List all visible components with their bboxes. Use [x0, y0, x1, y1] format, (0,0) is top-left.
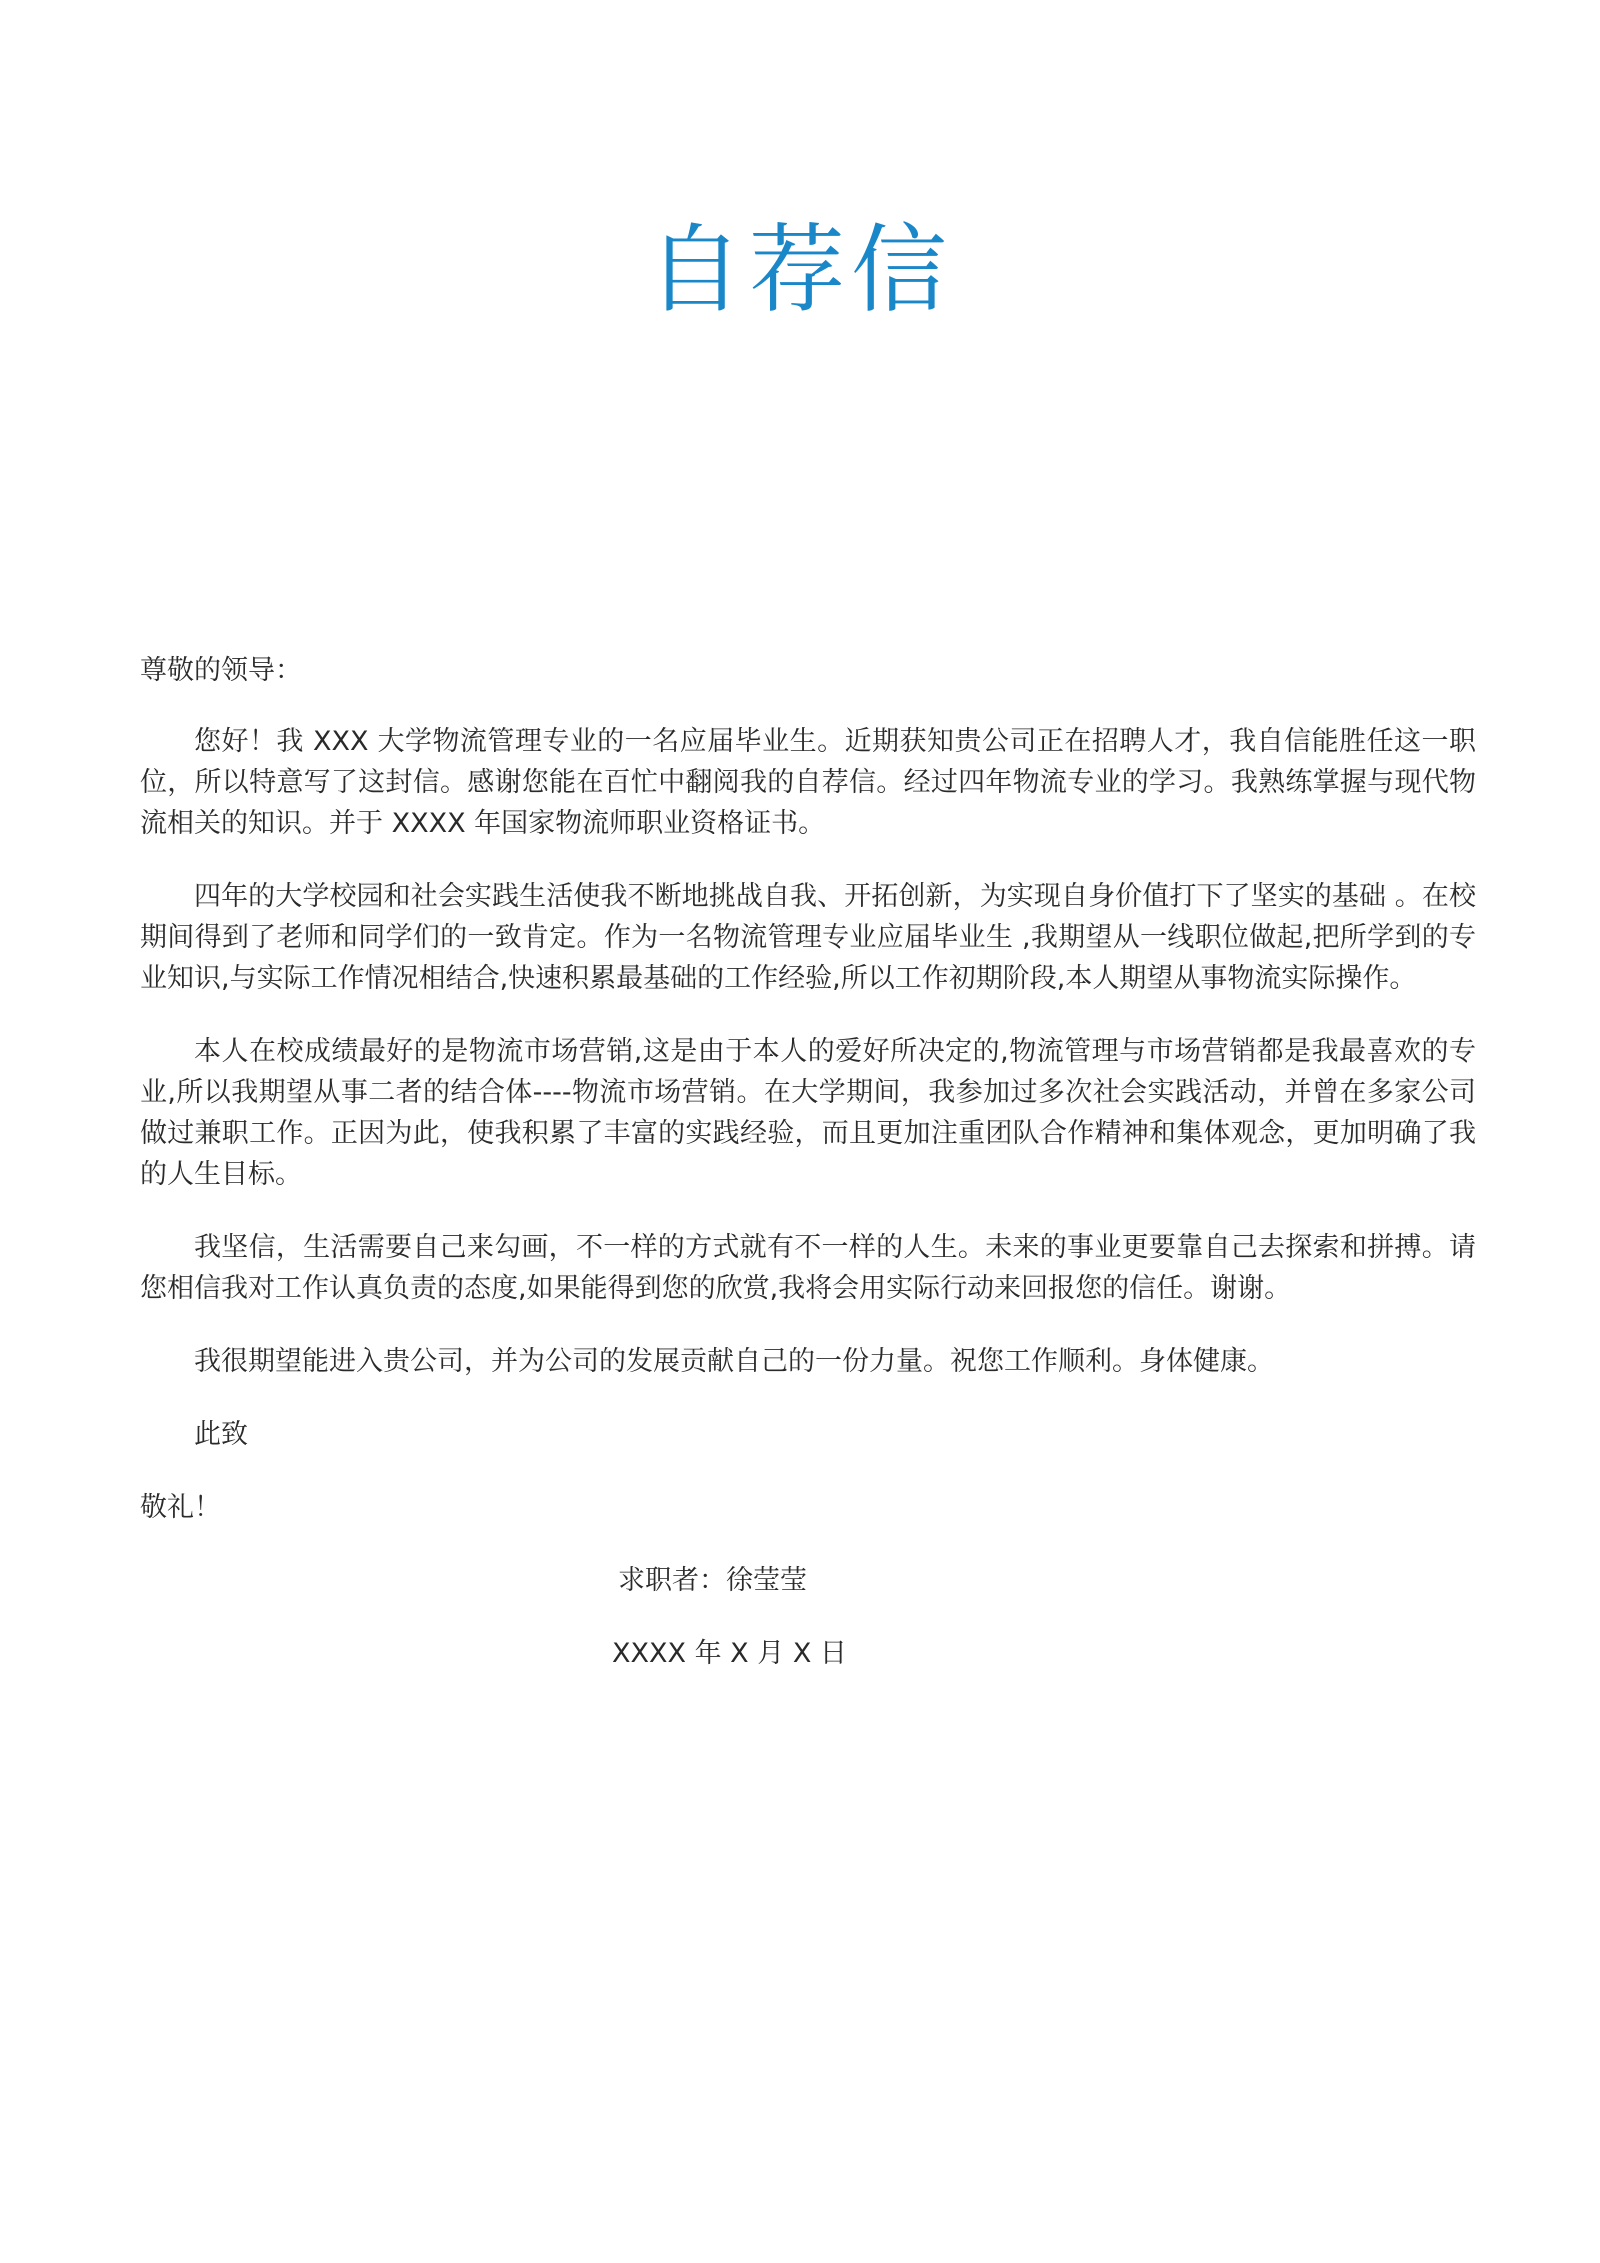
salutation: 尊敬的领导：: [140, 655, 302, 686]
paragraph-2: 四年的大学校园和社会实践生活使我不断地挑战自我、开拓创新，为实现自身价值打下了坚实的基础 。在校期间得到了老师和同学们的一致肯定。作为一名物流管理专业应届毕业生 ,我期望从一线职位做起,把所学到的专业知识,与实际工作情况相结合,快速积累最基础的工作经验,所以工作初期阶段,本人期望从事物流实际操作。: [140, 881, 1476, 994]
signature: 求职者：徐莹莹: [618, 1565, 807, 1596]
page-title: 自荐信: [647, 214, 953, 326]
paragraph-1: 您好！我 XXX 大学物流管理专业的一名应届毕业生。近期获知贵公司正在招聘人才，我自信能胜任这一职位，所以特意写了这封信。感谢您能在百忙中翻阅我的自荐信。经过四年物流专业的学习。我熟练掌握与现代物流相关的知识。并于 XXXX 年国家物流师职业资格证书。: [140, 726, 1476, 839]
paragraph-4: 我坚信，生活需要自己来勾画，不一样的方式就有不一样的人生。未来的事业更要靠自己去探索和拼搏。请您相信我对工作认真负责的态度,如果能得到您的欣赏,我将会用实际行动来回报您的信任。谢谢。: [140, 1232, 1476, 1304]
closing-ci-zhi: 此致: [194, 1419, 248, 1450]
paragraph-5: 我很期望能进入贵公司，并为公司的发展贡献自己的一份力量。祝您工作顺利。身体健康。: [194, 1346, 1274, 1377]
paragraph-3: 本人在校成绩最好的是物流市场营销,这是由于本人的爱好所决定的,物流管理与市场营销都是我最喜欢的专业,所以我期望从事二者的结合体----物流市场营销。在大学期间，我参加过多次社会实践活动，并曾在多家公司做过兼职工作。正因为此，使我积累了丰富的实践经验，而且更加注重团队合作精神和集体观念，更加明确了我的人生目标。: [140, 1036, 1476, 1190]
date-line: XXXX 年 X 月 X 日: [612, 1638, 847, 1669]
letter-body: [140, 650, 1476, 1674]
closing-jing-li: 敬礼！: [140, 1492, 221, 1523]
